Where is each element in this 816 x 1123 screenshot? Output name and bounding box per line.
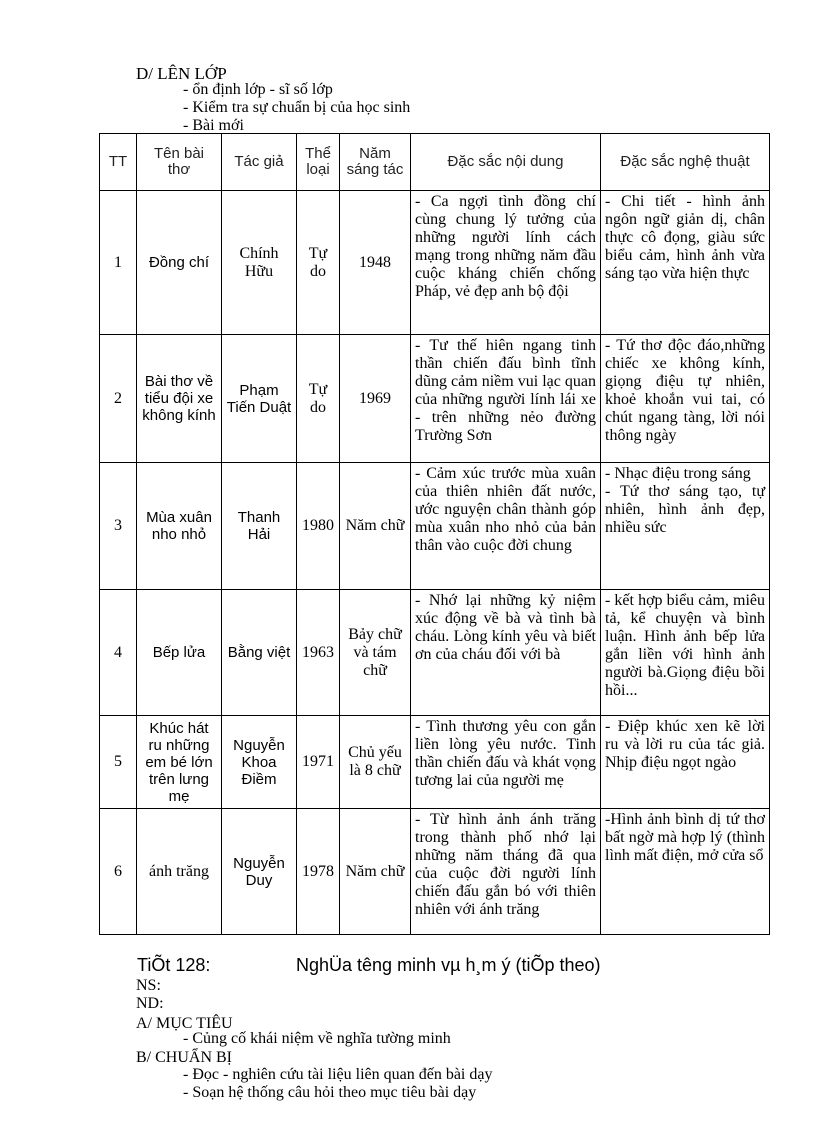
intro-item: - Bài mới — [183, 117, 244, 134]
cell-tt: 4 — [100, 590, 137, 716]
cell-year: Bảy chữ và tám chữ — [340, 590, 411, 716]
cell-content: - Cảm xúc trước mùa xuân của thiên nhiên đất nước, ước nguyện chân thành góp mùa xuân nho nhỏ của bản thân vào cuộc đời chung — [411, 463, 601, 590]
cell-art: - Điệp khúc xen kẽ lời ru và lời ru của tác giả. Nhịp điệu ngọt ngào — [601, 716, 770, 809]
preparation-item: - Soạn hệ thống câu hỏi theo mục tiêu bài dạy — [183, 1084, 477, 1101]
section-heading-d: D/ LÊN LỚP — [136, 64, 227, 83]
cell-author: Nguyễn Duy — [222, 809, 297, 935]
cell-author: Chính Hữu — [222, 191, 297, 335]
header-tt: TT — [100, 134, 137, 191]
table-header-row — [100, 134, 770, 191]
cell-genre: 1963 — [297, 590, 340, 716]
header-title: Tên bài thơ — [137, 134, 222, 191]
cell-year: 1969 — [340, 335, 411, 463]
cell-content: - Tình thương yêu con gắn liền lòng yêu nước. Tinh thần chiến đấu và khát vọng tương lai của người mẹ — [411, 716, 601, 809]
cell-tt: 3 — [100, 463, 137, 590]
preparation-item: - Đọc - nghiên cứu tài liệu liên quan đến bài dạy — [183, 1066, 493, 1083]
cell-tt: 6 — [100, 809, 137, 935]
cell-content: - Nhớ lại những kỷ niệm xúc động về bà và tình bà cháu. Lòng kính yêu và biết ơn của cháu đối với bà — [411, 590, 601, 716]
table-row — [100, 191, 770, 335]
cell-genre: 1971 — [297, 716, 340, 809]
cell-title: Mùa xuân nho nhỏ — [137, 463, 222, 590]
cell-art: - Tứ thơ độc đáo,những chiếc xe không kính, giọng điệu tự nhiên, khoẻ khoắn vui tai, có chút ngang tàng, lời nói thông ngày — [601, 335, 770, 463]
header-author: Tác giả — [222, 134, 297, 191]
cell-tt: 5 — [100, 716, 137, 809]
cell-year: Chủ yếu là 8 chữ — [340, 716, 411, 809]
cell-author: Phạm Tiến Duật — [222, 335, 297, 463]
intro-item: - Kiểm tra sự chuẩn bị của học sinh — [183, 99, 411, 116]
cell-genre: Tự do — [297, 191, 340, 335]
lesson-number: TiÕt 128: — [137, 955, 211, 975]
header-content: Đặc sắc nội dung — [411, 134, 601, 191]
cell-tt: 1 — [100, 191, 137, 335]
header-genre: Thể loại — [297, 134, 340, 191]
cell-title: Bếp lửa — [137, 590, 222, 716]
table-row — [100, 335, 770, 463]
section-heading-a: A/ MỤC TIÊU — [136, 1015, 233, 1032]
cell-year: Năm chữ — [340, 463, 411, 590]
intro-item: - ổn định lớp - sĩ số lớp — [183, 81, 333, 98]
header-year: Năm sáng tác — [340, 134, 411, 191]
table-row — [100, 463, 770, 590]
header-art: Đặc sắc nghệ thuật — [601, 134, 770, 191]
cell-genre: Tự do — [297, 335, 340, 463]
cell-title: Bài thơ về tiểu đội xe không kính — [137, 335, 222, 463]
table-row — [100, 716, 770, 809]
ns-label: NS: — [136, 977, 161, 994]
lesson-title: NghÜa têng minh vµ h¸m ý (tiÕp theo) — [296, 955, 601, 975]
cell-content: - Ca ngợi tình đồng chí cùng chung lý tưởng của những người lính cách mạng trong những năm đầu cuộc kháng chiến chống Pháp, vẻ đẹp anh bộ đội — [411, 191, 601, 335]
cell-content: - Tư thế hiên ngang tinh thần chiến đấu bình tĩnh dũng cảm niềm vui lạc quan của những người lính lái xe - trên những nẻo đường Trường Sơn — [411, 335, 601, 463]
cell-author: Thanh Hải — [222, 463, 297, 590]
cell-art: -Hình ảnh bình dị tứ thơ bất ngờ mà hợp lý (thình lình mất điện, mở cửa sổ — [601, 809, 770, 935]
cell-title: ánh trăng — [137, 809, 222, 935]
cell-art: - kết hợp biểu cảm, miêu tả, kể chuyện và bình luận. Hình ảnh bếp lửa gắn liền với hình ảnh người bà.Giọng điệu bồi hồi... — [601, 590, 770, 716]
cell-genre: 1978 — [297, 809, 340, 935]
cell-year: 1948 — [340, 191, 411, 335]
table-row — [100, 590, 770, 716]
cell-year: Năm chữ — [340, 809, 411, 935]
cell-author: Nguyễn Khoa Điềm — [222, 716, 297, 809]
cell-art: - Nhạc điệu trong sáng - Tứ thơ sáng tạo, tự nhiên, hình ảnh đẹp, nhiều sức — [601, 463, 770, 590]
cell-author: Bằng việt — [222, 590, 297, 716]
table-row — [100, 809, 770, 935]
cell-genre: 1980 — [297, 463, 340, 590]
poems-table — [99, 133, 770, 935]
cell-tt: 2 — [100, 335, 137, 463]
objective-item: - Củng cố khái niệm về nghĩa tường minh — [183, 1030, 451, 1047]
cell-title: Đồng chí — [137, 191, 222, 335]
cell-art: - Chi tiết - hình ảnh ngôn ngữ giản dị, chân thực cô đọng, giàu sức biểu cảm, hình ảnh vừa sáng tạo vừa hiện thực — [601, 191, 770, 335]
nd-label: ND: — [136, 995, 164, 1012]
cell-title: Khúc hát ru những em bé lớn trên lưng mẹ — [137, 716, 222, 809]
section-heading-b: B/ CHUẨN BỊ — [136, 1049, 233, 1066]
cell-content: - Từ hình ảnh ánh trăng trong thành phố nhớ lại những năm tháng đã qua của cuộc đời người lính chiến đấu gắn bó với thiên nhiên với ánh trăng — [411, 809, 601, 935]
